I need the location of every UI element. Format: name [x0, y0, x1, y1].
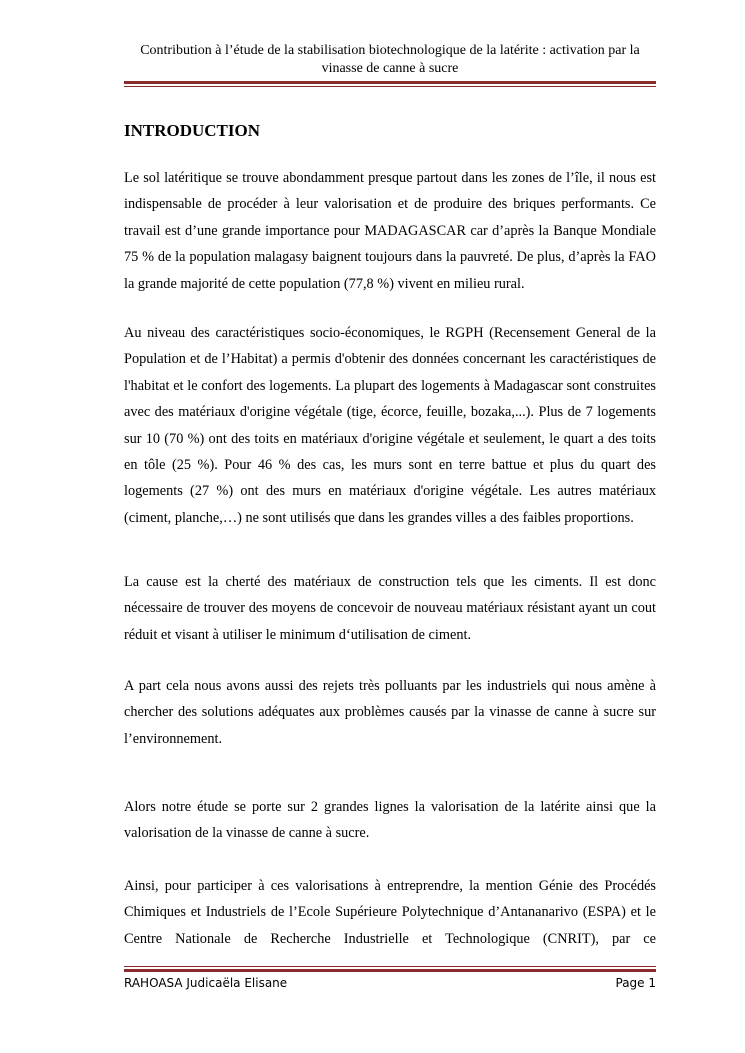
- header-rule-thin: [124, 86, 656, 87]
- header-rule-thick: [124, 81, 656, 84]
- page-footer: [124, 976, 656, 990]
- running-header: Contribution à l’étude de la stabilisation biotechnologique de la latérite : activation par la vinasse de canne à sucre: [140, 43, 640, 76]
- footer-rule-thick: [124, 969, 656, 972]
- paragraph-1: Le sol latéritique se trouve abondamment presque partout dans les zones de l’île, il nous est indispensable de procéder à leur valorisation et de produire des briques performants. Ce travail est d’une grande importance pour MADAGASCAR car d’après la Banque Mondiale 75 % de la population malagasy baignent toujours dans la pauvreté. De plus, d’après la FAO la grande majorité de cette population (77,8 %) vivent en milieu rural.: [124, 170, 656, 292]
- section-title: INTRODUCTION: [124, 121, 261, 140]
- paragraph-4: A part cela nous avons aussi des rejets très polluants par les industriels qui nous amène à chercher des solutions adéquates aux problèmes causés par la vinasse de canne à sucre sur l’environnement.: [124, 678, 656, 747]
- paragraph-3: La cause est la cherté des matériaux de construction tels que les ciments. Il est donc nécessaire de trouver des moyens de concevoir de nouveau matériaux résistant ayant un cout réduit et visant à utiliser le minimum d‘utilisation de ciment.: [124, 574, 656, 643]
- paragraph-6: Ainsi, pour participer à ces valorisations à entreprendre, la mention Génie des Procédés Chimiques et Industriels de l’Ecole Supérieure Polytechnique d’Antananarivo (ESPA) et le Centre Nationale de Recherche Industrielle et Technologique (CNRIT), par ce: [124, 878, 656, 947]
- paragraph-5: Alors notre étude se porte sur 2 grandes lignes la valorisation de la latérite ainsi que la valorisation de la vinasse de canne à sucre.: [124, 799, 656, 842]
- paragraph-2: Au niveau des caractéristiques socio-économiques, le RGPH (Recensement General de la Population et de l’Habitat) a permis d'obtenir des données concernant les caractéristiques de l'habitat et le confort des logements. La plupart des logements à Madagascar sont construites avec des matériaux d'origine végétale (tige, écorce, feuille, bozaka,...). Plus de 7 logements sur 10 (70 %) ont des toits en matériaux d'origine végétale et seulement, le quart a des toits en tôle (25 %). Pour 46 % des cas, les murs sont en terre battue et plus du quart des logements (27 %) ont des murs en matériaux d'origine végétale. Les autres matériaux (ciment, planche,…) ne sont utilisés que dans les grandes villes a des faibles proportions.: [124, 325, 656, 526]
- footer-rule-thin: [124, 966, 656, 967]
- footer-author: RAHOASA Judicaëla Elisane: [124, 976, 288, 990]
- page-number: Page 1: [615, 976, 656, 990]
